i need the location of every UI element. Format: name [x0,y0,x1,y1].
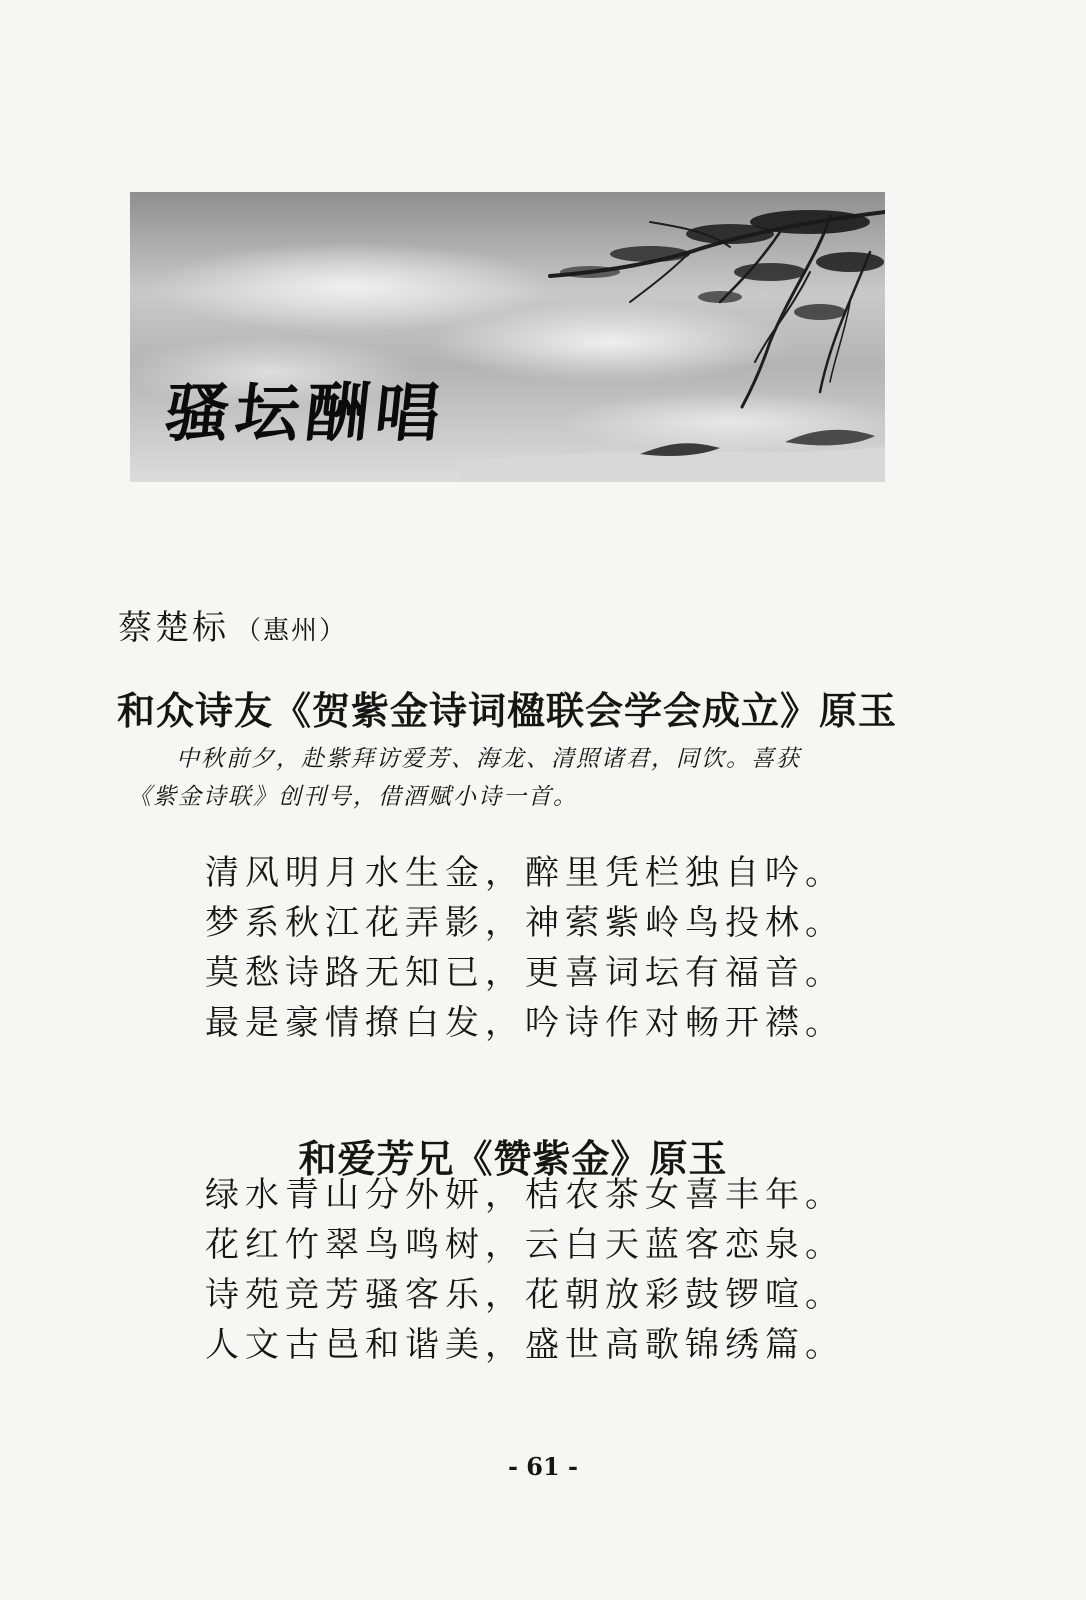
author-name: 蔡楚标 [118,608,229,648]
preface-line: 中秋前夕，赴紫拜访爱芳、海龙、清照诸君，同饮。喜获 [176,746,801,772]
poem-2-verse [205,1170,845,1370]
verse-line: 清风明月水生金，醉里凭栏独自吟。 [205,853,845,893]
verse-line: 诗苑竞芳骚客乐，花朝放彩鼓锣喧。 [205,1275,845,1315]
verse-line: 绿水青山分外妍，桔农茶女喜丰年。 [205,1175,845,1215]
author-line [118,600,347,649]
author-place: （惠州） [235,616,348,646]
page-number: - 61 - [507,1452,579,1481]
verse-line: 最是豪情撩白发，吟诗作对畅开襟。 [205,1003,845,1043]
banner-title: 骚坛酬唱 [161,377,450,451]
preface-line: 《紫金诗联》创刊号，借酒赋小诗一首。 [128,784,578,810]
section-banner [130,192,885,482]
verse-line: 梦系秋江花弄影，神萦紫岭鸟投林。 [205,903,845,943]
verse-line: 花红竹翠鸟鸣树，云白天蓝客恋泉。 [205,1225,845,1265]
verse-line: 人文古邑和谐美，盛世高歌锦绣篇。 [205,1325,845,1365]
poem-preface [128,740,928,816]
verse-line: 莫愁诗路无知已，更喜词坛有福音。 [205,953,845,993]
poem-title-2: 和爱芳兄《赞紫金》原玉 [298,1136,728,1181]
poem-1-verse [205,848,845,1048]
poem-title-1: 和众诗友《贺紫金诗词楹联会学会成立》原玉 [116,688,897,733]
